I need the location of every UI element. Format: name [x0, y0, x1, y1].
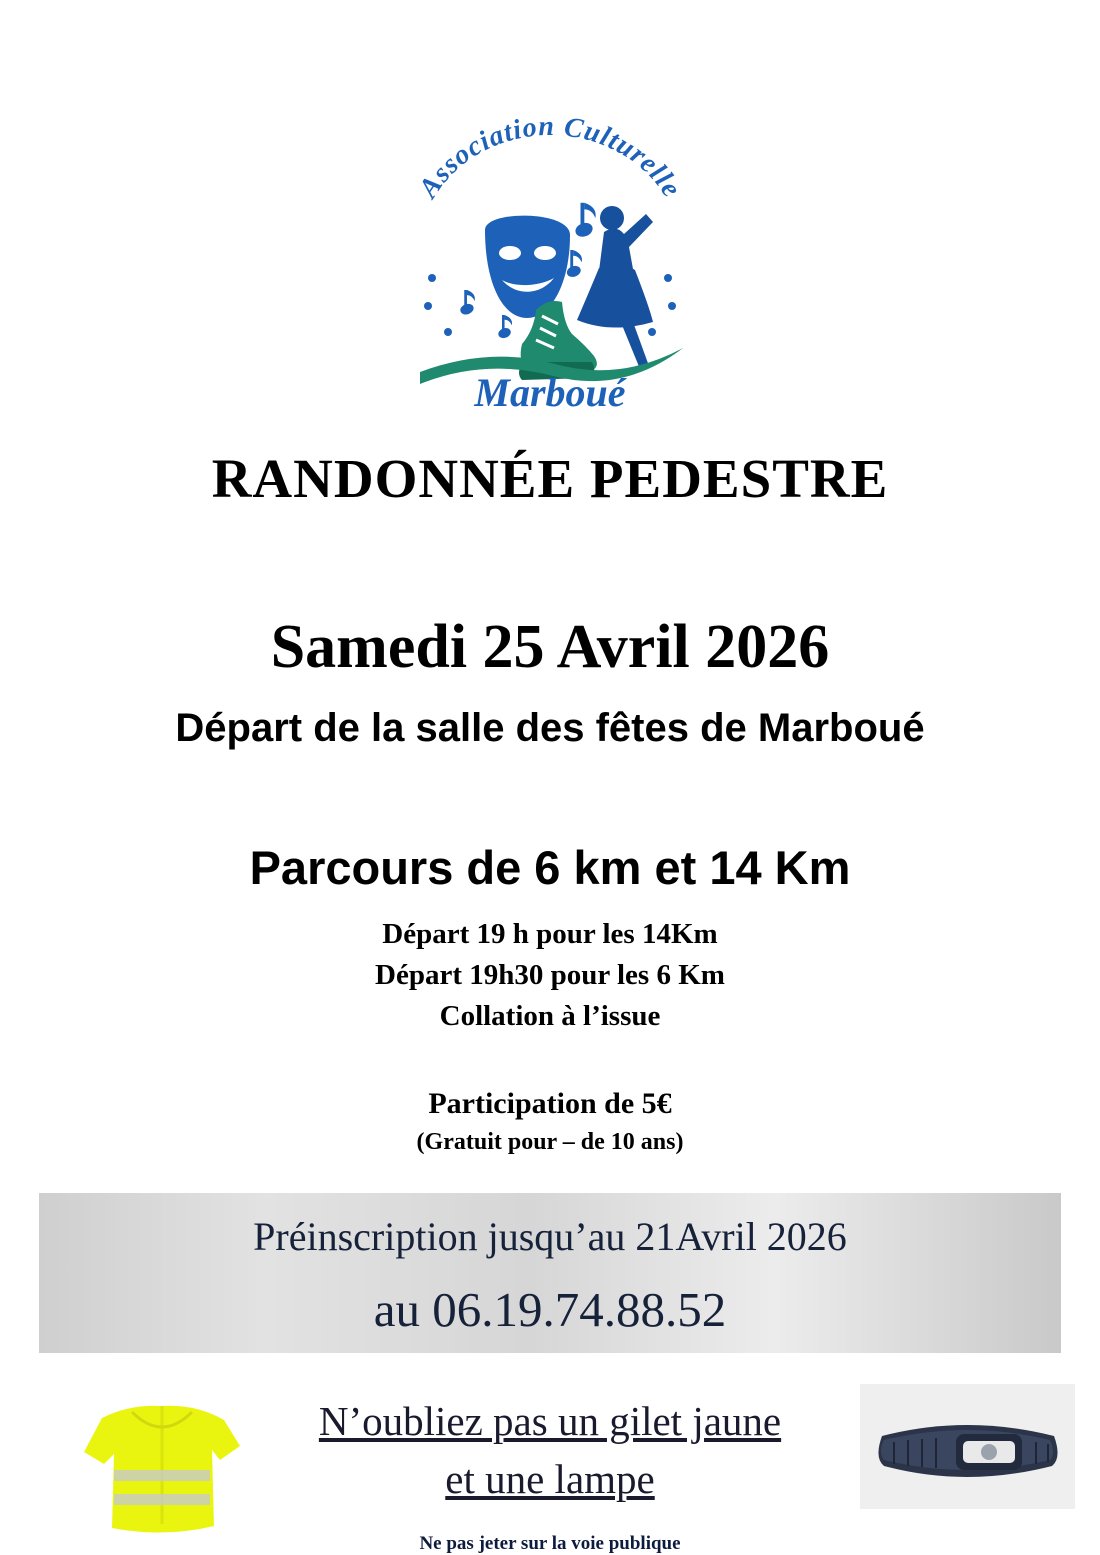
logo-name-text: Marboué: [474, 370, 626, 410]
registration-phone: au 06.19.74.88.52: [373, 1282, 727, 1337]
headlamp-image: [860, 1384, 1075, 1509]
event-date: Samedi 25 Avril 2026: [270, 613, 830, 681]
reminder-line-2: et une lampe: [445, 1456, 655, 1503]
registration-deadline: Préinscription jusqu’au 21Avril 2026: [253, 1214, 847, 1259]
price-block: [0, 1087, 1100, 1156]
association-logo: [0, 110, 1100, 420]
price-note: (Gratuit pour – de 10 ans): [416, 1129, 684, 1155]
legal-footnote: Ne pas jeter sur la voie publique: [419, 1533, 681, 1554]
detail-line: Collation à l’issue: [439, 1000, 661, 1033]
logo-artwork: [390, 110, 710, 410]
price-amount: Participation de 5€: [428, 1087, 672, 1120]
safety-vest-image: [62, 1400, 277, 1555]
logo-arc-text: Association Culturelle: [412, 110, 688, 204]
detail-line: Départ 19h30 pour les 6 Km: [375, 959, 725, 992]
routes-heading: Parcours de 6 km et 14 Km: [249, 841, 851, 894]
schedule-details: [0, 914, 1100, 1038]
reminder-line-1: N’oubliez pas un gilet jaune: [318, 1398, 782, 1444]
start-place: Départ de la salle des fêtes de Marboué: [175, 706, 925, 750]
poster-title: RANDONNÉE PEDESTRE: [211, 448, 889, 509]
detail-line: Départ 19 h pour les 14Km: [382, 918, 718, 950]
